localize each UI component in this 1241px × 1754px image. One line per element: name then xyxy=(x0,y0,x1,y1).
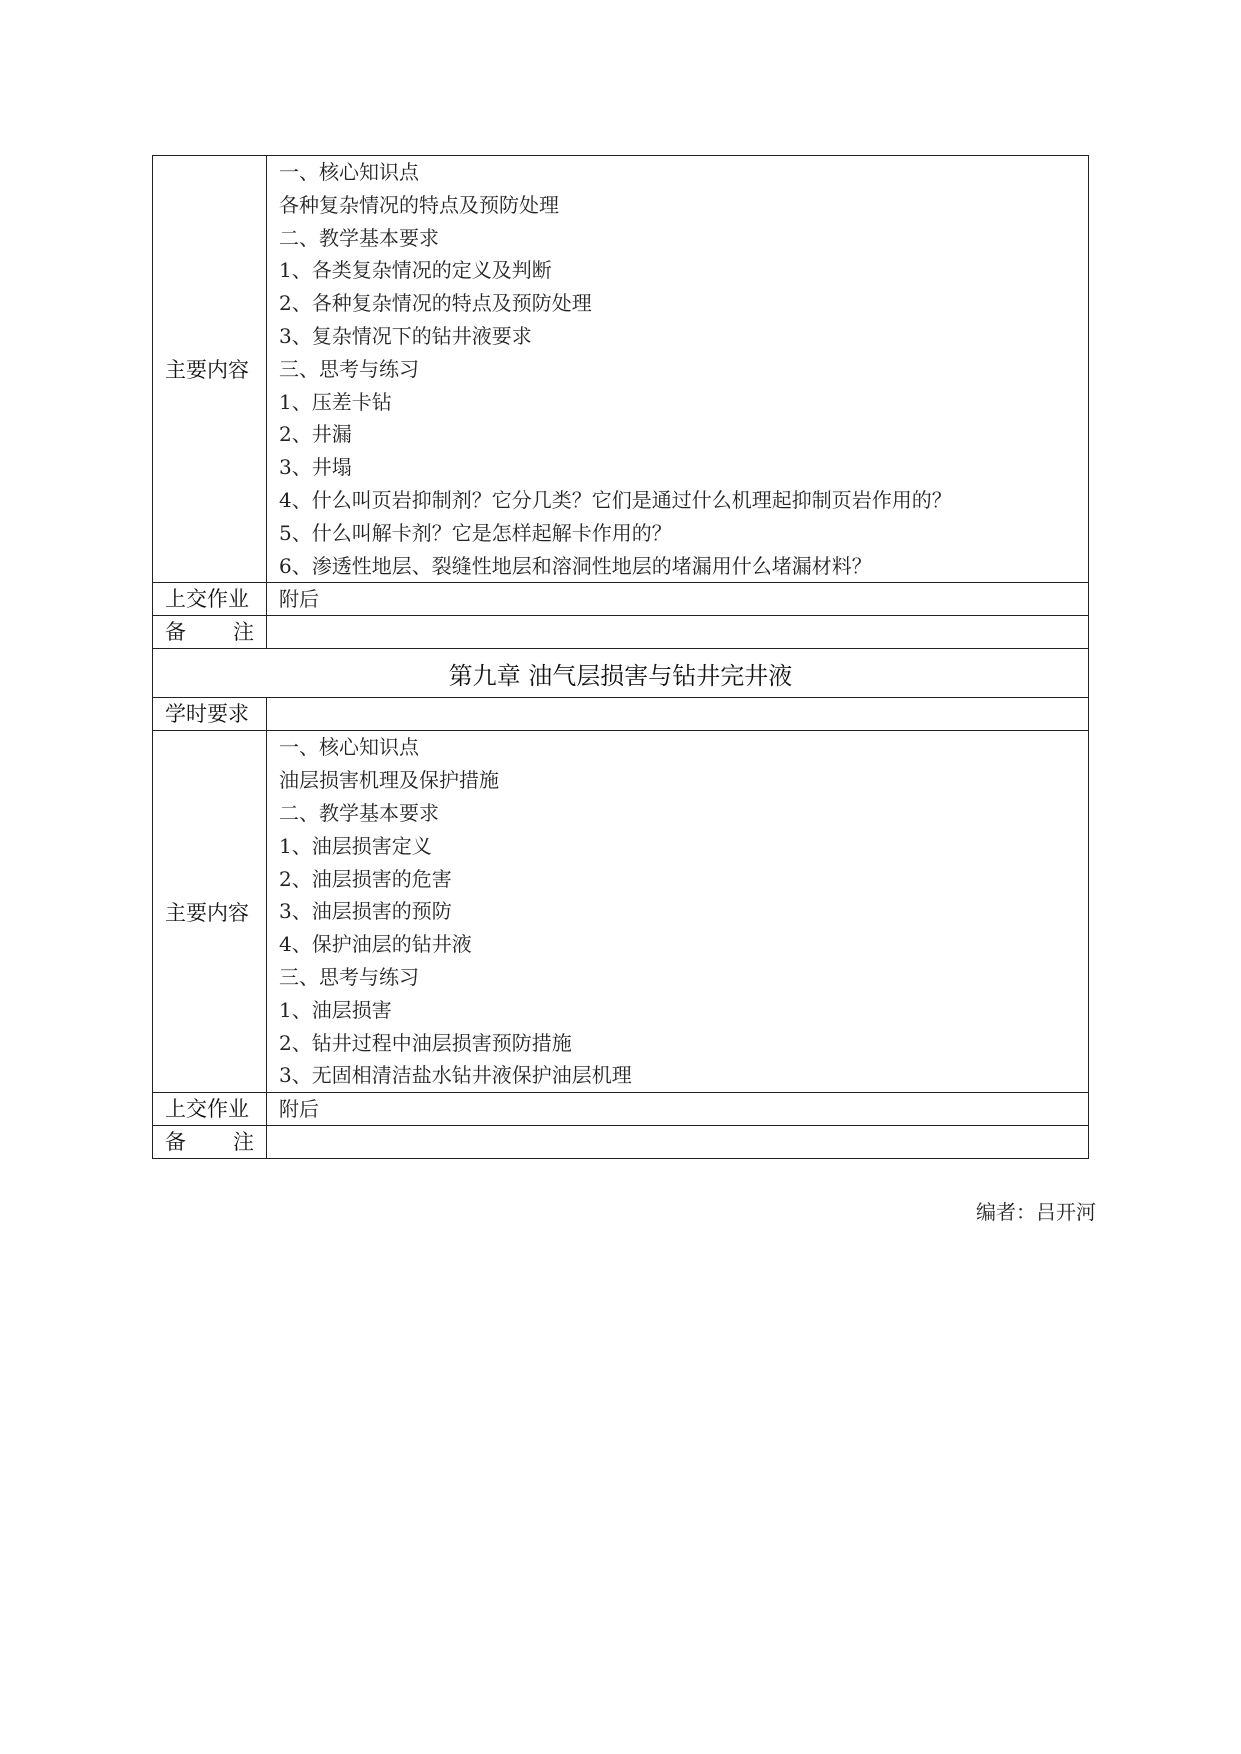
remarks-value xyxy=(267,616,1089,649)
content-line: 二、教学基本要求 xyxy=(279,225,439,250)
content-line: 油层损害机理及保护措施 xyxy=(279,768,499,793)
hours-value xyxy=(267,698,1089,731)
remarks-row xyxy=(153,616,1089,649)
main-content-cell xyxy=(267,731,1089,1093)
remarks-label xyxy=(153,616,267,649)
homework-value: 附后 xyxy=(267,583,1089,616)
content-line: 3、油层损害的预防 xyxy=(279,899,452,924)
editor-credit: 编者：吕开河 xyxy=(976,1200,1096,1224)
hours-label: 学时要求 xyxy=(153,698,267,731)
remarks-label-char-2: 注 xyxy=(233,1130,254,1155)
content-line: 2、井漏 xyxy=(279,422,352,447)
content-line: 4、什么叫页岩抑制剂？它分几类？它们是通过什么机理起抑制页岩作用的？ xyxy=(279,487,952,512)
content-line: 3、复杂情况下的钻井液要求 xyxy=(279,323,532,348)
content-line: 2、油层损害的危害 xyxy=(279,866,452,891)
content-lines xyxy=(279,731,1088,1092)
homework-row xyxy=(153,583,1089,616)
content-line: 1、各类复杂情况的定义及判断 xyxy=(279,258,552,283)
main-content-row xyxy=(153,156,1089,583)
remarks-value xyxy=(267,1126,1089,1159)
content-line: 3、井塌 xyxy=(279,455,352,480)
content-line: 三、思考与练习 xyxy=(279,964,419,989)
content-line: 1、油层损害定义 xyxy=(279,833,432,858)
chapter-title: 第九章 油气层损害与钻井完井液 xyxy=(153,649,1089,698)
hours-row xyxy=(153,698,1089,731)
content-line: 1、油层损害 xyxy=(279,997,392,1022)
main-content-label: 主要内容 xyxy=(153,156,267,583)
homework-label: 上交作业 xyxy=(153,1093,267,1126)
content-line: 一、核心知识点 xyxy=(279,735,419,760)
content-line: 2、钻井过程中油层损害预防措施 xyxy=(279,1030,572,1055)
content-line: 一、核心知识点 xyxy=(279,160,419,184)
remarks-label-char-2: 注 xyxy=(233,620,254,645)
remarks-label-char-1: 备 xyxy=(165,1130,186,1155)
syllabus-table xyxy=(152,155,1089,1159)
content-line: 3、无固相清洁盐水钻井液保护油层机理 xyxy=(279,1063,632,1088)
content-line: 6、渗透性地层、裂缝性地层和溶洞性地层的堵漏用什么堵漏材料？ xyxy=(279,553,872,578)
homework-label: 上交作业 xyxy=(153,583,267,616)
content-lines xyxy=(279,156,1088,582)
content-line: 5、什么叫解卡剂？它是怎样起解卡作用的？ xyxy=(279,520,672,545)
main-content-cell xyxy=(267,156,1089,583)
remarks-row xyxy=(153,1126,1089,1159)
content-line: 4、保护油层的钻井液 xyxy=(279,932,472,957)
content-line: 各种复杂情况的特点及预防处理 xyxy=(279,192,559,217)
chapter-title-row xyxy=(153,649,1089,698)
content-line: 2、各种复杂情况的特点及预防处理 xyxy=(279,291,592,316)
content-line: 1、压差卡钻 xyxy=(279,389,392,414)
homework-row xyxy=(153,1093,1089,1126)
homework-value: 附后 xyxy=(267,1093,1089,1126)
main-content-row xyxy=(153,731,1089,1093)
main-content-label: 主要内容 xyxy=(153,731,267,1093)
content-line: 二、教学基本要求 xyxy=(279,800,439,825)
remarks-label-char-1: 备 xyxy=(165,620,186,645)
remarks-label xyxy=(153,1126,267,1159)
content-line: 三、思考与练习 xyxy=(279,356,419,381)
